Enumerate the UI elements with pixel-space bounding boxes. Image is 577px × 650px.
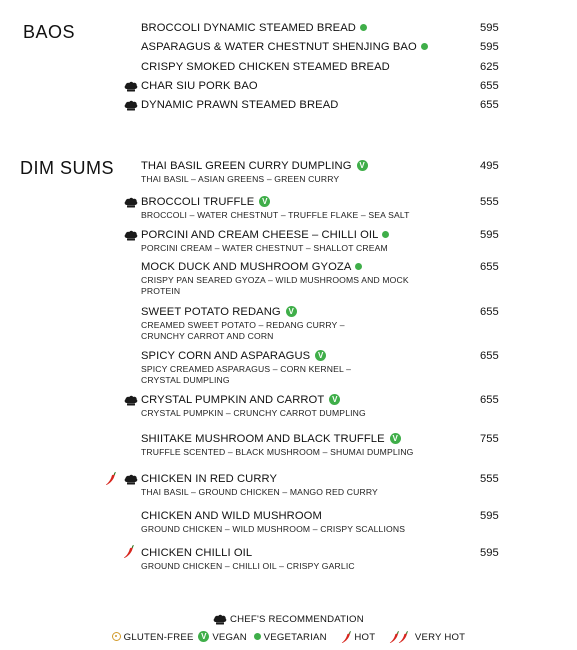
item-name: SWEET POTATO REDANG [141, 306, 281, 318]
item-price: 555 [480, 196, 499, 208]
item-name: SHIITAKE MUSHROOM AND BLACK TRUFFLE [141, 433, 385, 445]
legend-key-row [0, 631, 577, 644]
legend-vegetarian-label: VEGETARIAN [263, 632, 327, 643]
item-name: BROCCOLI DYNAMIC STEAMED BREAD [141, 22, 356, 34]
item-description: GROUND CHICKEN – CHILLI OIL – CRISPY GARLIC [141, 561, 355, 571]
menu-item [141, 40, 501, 54]
item-price: 555 [480, 473, 499, 485]
menu-item [141, 21, 501, 35]
item-name: CHICKEN AND WILD MUSHROOM [141, 510, 322, 522]
legend-vegan-label: VEGAN [212, 632, 247, 643]
vegan-icon: V [390, 433, 401, 444]
item-name: SPICY CORN AND ASPARAGUS [141, 350, 311, 362]
item-description: BROCCOLI – WATER CHESTNUT – TRUFFLE FLAKE – SEA SALT [141, 210, 410, 220]
section-title-baos: BAOS [23, 22, 76, 42]
vegetarian-icon [382, 231, 389, 238]
menu-item [141, 228, 501, 254]
vegan-icon: V [259, 196, 270, 207]
chef-hat-icon [124, 81, 138, 92]
chef-hat-icon [124, 474, 138, 485]
menu-item [141, 79, 501, 93]
item-description: THAI BASIL – ASIAN GREENS – GREEN CURRY [141, 174, 340, 184]
section-title-dimsums: DIM SUMS [20, 158, 114, 178]
item-price: 595 [480, 229, 499, 241]
item-name: ASPARAGUS & WATER CHESTNUT SHENJING BAO [141, 41, 417, 53]
chef-hat-icon [124, 197, 138, 208]
menu-item [141, 509, 501, 535]
item-description: THAI BASIL – GROUND CHICKEN – MANGO RED CURRY [141, 487, 378, 497]
vegan-icon: V [357, 160, 368, 171]
chef-hat-icon [124, 230, 138, 241]
item-description: CREAMED SWEET POTATO – REDANG CURRY – CRUNCHY CARROT AND CORN [141, 320, 345, 341]
chili-icon [123, 545, 135, 559]
item-price: 625 [480, 61, 499, 73]
item-price: 595 [480, 547, 499, 559]
chili-icon [398, 631, 409, 644]
legend-hot-label: HOT [354, 632, 376, 643]
vegetarian-icon [360, 24, 367, 31]
menu-item [141, 432, 501, 458]
menu-item [141, 195, 501, 221]
chef-hat-icon [124, 395, 138, 406]
menu-item [141, 260, 501, 297]
vegetarian-icon [421, 43, 428, 50]
vegan-icon: V [329, 394, 340, 405]
chili-icon [105, 472, 117, 486]
chef-hat-icon [213, 614, 227, 625]
item-name: DYNAMIC PRAWN STEAMED BREAD [141, 99, 339, 111]
item-description: GROUND CHICKEN – WILD MUSHROOM – CRISPY SCALLIONS [141, 524, 406, 534]
item-price: 595 [480, 41, 499, 53]
item-price: 595 [480, 510, 499, 522]
item-price: 655 [480, 350, 499, 362]
item-price: 655 [480, 306, 499, 318]
menu-item [141, 159, 501, 185]
legend-chef-row [0, 614, 577, 625]
item-price: 655 [480, 99, 499, 111]
menu-item [141, 60, 501, 74]
vegetarian-icon [254, 633, 261, 640]
legend-chef-label: CHEF'S RECOMMENDATION [230, 614, 364, 625]
item-name: CRISPY SMOKED CHICKEN STEAMED BREAD [141, 61, 390, 73]
vegetarian-icon [355, 263, 362, 270]
item-price: 755 [480, 433, 499, 445]
item-price: 595 [480, 22, 499, 34]
item-price: 655 [480, 394, 499, 406]
item-price: 655 [480, 261, 499, 273]
item-name: CHICKEN IN RED CURRY [141, 473, 278, 485]
menu-item [141, 546, 501, 572]
chef-hat-icon [124, 100, 138, 111]
item-name: CHAR SIU PORK BAO [141, 80, 258, 92]
item-name: CRYSTAL PUMPKIN AND CARROT [141, 394, 325, 406]
item-description: SPICY CREAMED ASPARAGUS – CORN KERNEL – CRYSTAL DUMPLING [141, 364, 352, 385]
item-name: MOCK DUCK AND MUSHROOM GYOZA [141, 261, 352, 273]
item-description: TRUFFLE SCENTED – BLACK MUSHROOM – SHUMAI DUMPLING [141, 447, 414, 457]
chili-icon [341, 631, 352, 644]
menu-item [141, 349, 501, 386]
item-description: CRYSTAL PUMPKIN – CRUNCHY CARROT DUMPLING [141, 408, 366, 418]
gluten-free-icon [112, 632, 121, 641]
menu-item [141, 393, 501, 419]
item-name: CHICKEN CHILLI OIL [141, 547, 253, 559]
item-price: 495 [480, 160, 499, 172]
item-price: 655 [480, 80, 499, 92]
item-description: CRISPY PAN SEARED GYOZA – WILD MUSHROOMS AND MOCK PROTEIN [141, 275, 409, 296]
vegan-icon: V [286, 306, 297, 317]
item-name: PORCINI AND CREAM CHEESE – CHILLI OIL [141, 229, 379, 241]
item-name: BROCCOLI TRUFFLE [141, 196, 255, 208]
item-description: PORCINI CREAM – WATER CHESTNUT – SHALLOT CREAM [141, 243, 388, 253]
item-name: THAI BASIL GREEN CURRY DUMPLING [141, 160, 352, 172]
menu-item [141, 472, 501, 498]
legend-gluten-free-label: GLUTEN-FREE [123, 632, 194, 643]
menu-item [141, 305, 501, 342]
menu-item [141, 98, 501, 112]
vegan-icon: V [315, 350, 326, 361]
legend-very-hot-label: VERY HOT [414, 632, 466, 643]
vegan-icon: V [198, 631, 209, 642]
